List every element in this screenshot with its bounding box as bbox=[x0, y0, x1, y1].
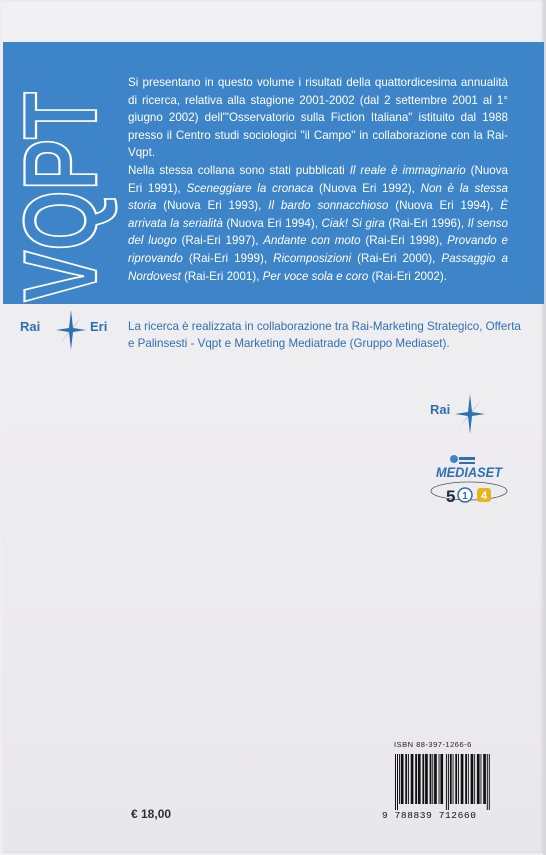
barcode-bar bbox=[446, 754, 447, 810]
mediaset-logo bbox=[428, 453, 510, 517]
intro-paragraph-2 bbox=[128, 162, 508, 285]
intro-text bbox=[128, 74, 508, 285]
star-icon bbox=[450, 394, 490, 434]
barcode-bar bbox=[458, 754, 459, 804]
barcode-bar bbox=[461, 754, 464, 804]
barcode-bar bbox=[455, 754, 457, 804]
channel-5-icon: 5 bbox=[446, 487, 456, 506]
barcode-bar bbox=[401, 754, 404, 804]
series-title-info: (Nuova Eri 1991), bbox=[128, 163, 508, 195]
series-titles bbox=[128, 164, 508, 283]
barcode-bar bbox=[465, 754, 467, 804]
series-title-info: (Rai-Eri 2000), bbox=[351, 251, 442, 265]
series-title: È arrivata la serialità bbox=[128, 199, 508, 230]
barcode-bar bbox=[418, 754, 421, 804]
barcode-bar bbox=[439, 754, 440, 804]
series-title: Ricomposizioni bbox=[273, 251, 352, 265]
barcode-bar bbox=[408, 754, 409, 804]
series-title-info: (Rai-Eri 1996), bbox=[384, 216, 468, 230]
barcode-bar bbox=[411, 754, 414, 804]
series-title: Il reale è immaginario bbox=[349, 163, 466, 177]
barcode-bar bbox=[474, 754, 475, 804]
barcode-bar bbox=[440, 754, 443, 804]
series-title-info: (Rai-Eri 1998), bbox=[360, 234, 448, 248]
intro-paragraph-1: Si presentano in questo volume i risultati della quattordicesima annualità di ricerca, relativa alla stagione 2001-2002 (dal 2 settembre 2001 al 1° giugno 2002) dell'"Osservatorio sulla Fiction Italiana" istituito dal 1988 presso il Centro studi sociologici "il Campo" in collaborazione con la Rai-Vqpt. bbox=[128, 76, 508, 160]
barcode bbox=[394, 754, 508, 810]
series-title-info: (Nuova Eri 1993), bbox=[156, 199, 269, 213]
series-title-info: (Rai-Eri 1999), bbox=[182, 251, 274, 265]
barcode-bar bbox=[453, 754, 454, 804]
series-title-info: (Rai-Eri 2001), bbox=[180, 269, 263, 283]
rai-logo-text: Rai bbox=[430, 402, 451, 417]
series-title-info: (Nuova Eri 1994), bbox=[222, 216, 322, 230]
barcode-bar bbox=[481, 754, 482, 804]
series-title: Andante con moto bbox=[263, 234, 361, 248]
vqpt-logo bbox=[3, 18, 119, 308]
price: € 18,00 bbox=[131, 807, 172, 821]
mediaset-name: MEDIASET bbox=[436, 464, 504, 480]
barcode-bar bbox=[450, 754, 452, 804]
isbn-block bbox=[382, 740, 510, 820]
biscione-icon bbox=[450, 455, 458, 463]
barcode-bar bbox=[432, 754, 433, 804]
barcode-bar bbox=[477, 754, 480, 804]
series-title: Il senso del luogo bbox=[128, 216, 508, 248]
series-title: Non è la stessa storia bbox=[128, 181, 508, 213]
channel-italia1-icon: 1 bbox=[462, 491, 468, 502]
barcode-bar bbox=[415, 754, 417, 804]
rai-eri-logo-right: Eri bbox=[90, 319, 108, 334]
series-title: Ciak! Si gira bbox=[321, 216, 385, 230]
series-title: Passaggio a Nordovest bbox=[128, 251, 508, 283]
barcode-bar bbox=[471, 754, 474, 804]
barcode-bar bbox=[487, 754, 488, 810]
rai-logo bbox=[430, 394, 500, 434]
barcode-bar bbox=[397, 754, 398, 810]
barcode-bar bbox=[399, 754, 400, 804]
barcode-bar bbox=[468, 754, 469, 804]
barcode-bar bbox=[422, 754, 424, 804]
series-title: Il bardo sonnacchioso bbox=[268, 199, 389, 213]
barcode-digits: 9 788839 712660 bbox=[382, 810, 477, 821]
rai-eri-logo bbox=[20, 310, 120, 352]
series-title-info: (Rai-Eri 1997), bbox=[176, 234, 264, 248]
series-title-info: (Nuova Eri 1992), bbox=[313, 181, 421, 195]
series-title-info: (Rai-Eri 2002). bbox=[368, 269, 447, 283]
vqpt-logo-text: VQPT bbox=[3, 18, 119, 302]
barcode-bar bbox=[425, 754, 428, 804]
barcode-bar bbox=[430, 754, 432, 804]
series-title: Sceneggiare la cronaca bbox=[186, 181, 314, 195]
barcode-bar bbox=[434, 754, 437, 804]
star-icon bbox=[56, 310, 86, 350]
series-title-info: (Nuova Eri 1994), bbox=[388, 199, 501, 213]
collaboration-text: La ricerca è realizzata in collaborazione tra Rai-Marketing Strategico, Offerta e Palinsesti - Vqpt e Marketing Mediatrade (Gruppo Mediaset). bbox=[128, 320, 521, 350]
barcode-bar bbox=[489, 754, 490, 810]
rai-eri-logo-left: Rai bbox=[20, 319, 41, 334]
barcode-bar bbox=[483, 754, 486, 804]
channel-rete4-icon: 4 bbox=[480, 490, 488, 502]
barcode-bar bbox=[395, 754, 396, 810]
series-title: Provando e riprovando bbox=[128, 234, 509, 265]
series-title: Per voce sola e coro bbox=[262, 269, 369, 283]
barcode-bar bbox=[448, 754, 449, 810]
isbn-label: ISBN 88-397-1266-6 bbox=[394, 740, 472, 749]
series-lead: Nella stessa collana sono stati pubblicati bbox=[128, 163, 350, 177]
barcode-bar bbox=[405, 754, 407, 804]
